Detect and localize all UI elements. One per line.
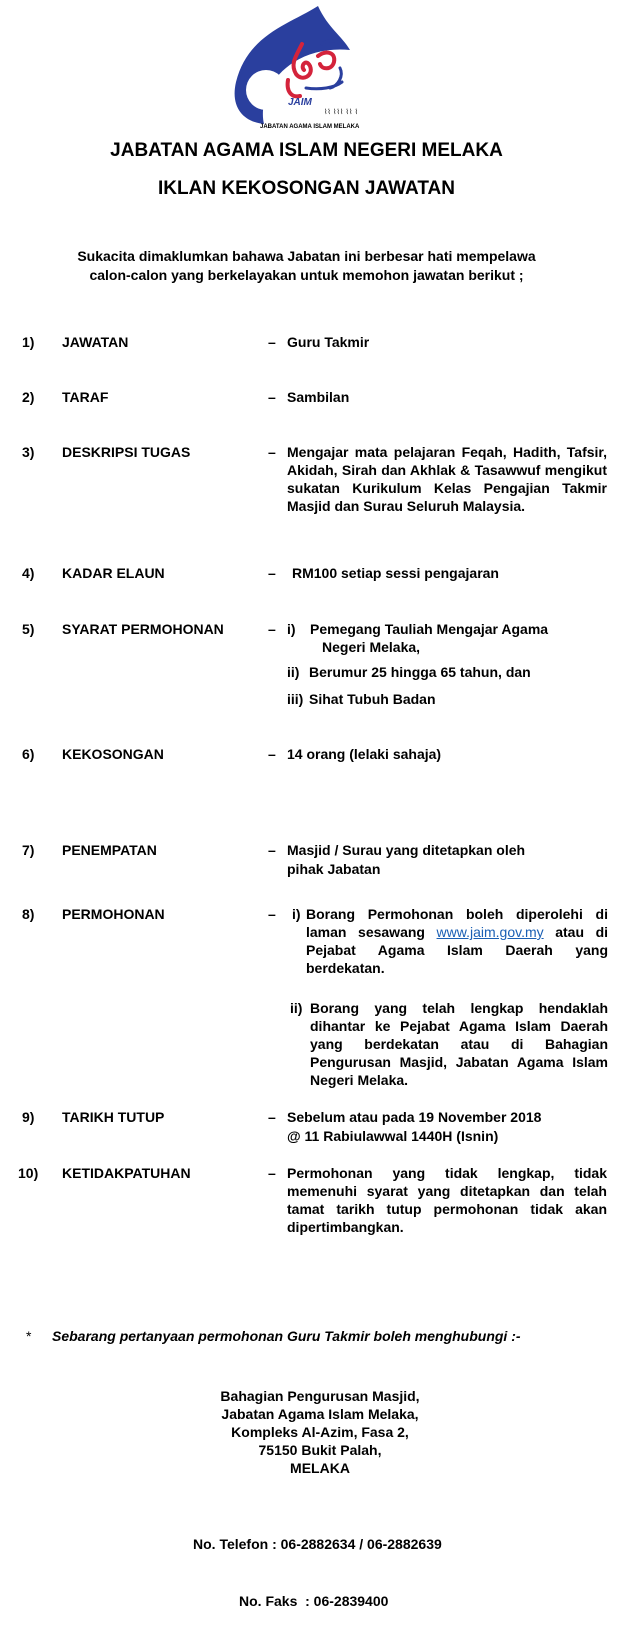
address-line: Kompleks Al-Azim, Fasa 2, (231, 1424, 409, 1440)
item-label: PERMOHONAN (62, 906, 165, 922)
logo-abbr: JAIM (288, 97, 312, 108)
sub-marker: iii) (287, 691, 304, 707)
sub-marker: ii) (287, 664, 300, 680)
sub-text: Sihat Tubuh Badan (309, 691, 436, 707)
item-dash: – (268, 621, 276, 637)
item-value: Guru Takmir (287, 334, 370, 350)
sub-text: Pemegang Tauliah Mengajar Agama (310, 621, 549, 637)
sub-text (306, 905, 608, 977)
item-value: @ 11 Rabiulawwal 1440H (Isnin) (287, 1128, 499, 1144)
item-value: 14 orang (lelaki sahaja) (287, 746, 442, 762)
sub-marker: i) (287, 621, 296, 637)
address-line: Bahagian Pengurusan Masjid, (220, 1388, 420, 1404)
contact-address (0, 1387, 640, 1477)
item-number: 7) (22, 842, 35, 858)
intro-paragraph (0, 247, 613, 285)
item-dash: – (268, 389, 276, 405)
intro-line-2: calon-calon yang berkelayakan untuk memohon jawatan berikut ; (89, 267, 524, 283)
sub-text-before: Borang Permohonan boleh diperolehi di laman sesawang (306, 906, 608, 940)
item-dash: – (268, 746, 276, 762)
item-label: PENEMPATAN (62, 842, 157, 858)
item-dash: – (268, 842, 276, 858)
fax-number: No. Faks : 06-2839400 (239, 1593, 389, 1609)
address-line: Jabatan Agama Islam Melaka, (221, 1406, 419, 1422)
intro-line-1: Sukacita dimaklumkan bahawa Jabatan ini berbesar hati mempelawa (77, 248, 536, 264)
item-number: 1) (22, 334, 35, 350)
website-link[interactable]: www.jaim.gov.my (436, 924, 544, 940)
item-dash: – (268, 1165, 276, 1181)
sub-marker: ii) (290, 1000, 303, 1016)
address-line: MELAKA (290, 1460, 350, 1476)
item-value: Mengajar mata pelajaran Feqah, Hadith, Tafsir, Akidah, Sirah dan Akhlak & Tasawwuf mengikut sukatan Kurikulum Kelas Pengajian Takmir Masjid dan Surau Seluruh Malaysia. (287, 444, 607, 514)
item-label: SYARAT PERMOHONAN (62, 621, 224, 637)
sub-text-after: atau di Pejabat Agama Islam Daerah yang berdekatan. (306, 924, 609, 976)
item-number: 5) (22, 621, 35, 637)
item-label: DESKRIPSI TUGAS (62, 444, 191, 460)
item-value: Permohonan yang tidak lengkap, tidak memenuhi syarat yang ditetapkan dan telah tamat tarikh tutup permohonan tidak akan dipertimbangkan. (287, 1165, 607, 1235)
sub-text: Borang yang telah lengkap hendaklah dihantar ke Pejabat Agama Islam Daerah yang berdekatan atau di Bahagian Pengurusan Masjid, Jabatan Agama Islam Negeri Melaka. (310, 1000, 608, 1088)
item-number: 10) (18, 1165, 39, 1181)
logo-arabic-script: ⌇⌇ ⌇⌇⌇ ⌇⌇ ⌇ (324, 108, 359, 116)
item-label: KEKOSONGAN (62, 746, 164, 762)
item-label: TARIKH TUTUP (62, 1109, 165, 1125)
logo-moon (246, 70, 286, 110)
jaim-logo (230, 4, 380, 132)
item-number: 6) (22, 746, 35, 762)
sub-text: Berumur 25 hingga 65 tahun, dan (309, 664, 531, 680)
item-number: 9) (22, 1109, 35, 1125)
contact-numbers (193, 1497, 442, 1630)
item-number: 4) (22, 565, 35, 581)
item-value: Masjid / Surau yang ditetapkan oleh (287, 842, 526, 858)
item-label: TARAF (62, 389, 109, 405)
item-label: JAWATAN (62, 334, 129, 350)
item-number: 2) (22, 389, 35, 405)
footnote-text: Sebarang pertanyaan permohonan Guru Takmir boleh menghubungi :- (52, 1328, 521, 1344)
item-dash: – (268, 565, 276, 581)
org-title: JABATAN AGAMA ISLAM NEGERI MELAKA (110, 140, 503, 161)
notice-title: IKLAN KEKOSONGAN JAWATAN (158, 178, 455, 199)
item-number: 3) (22, 444, 35, 460)
sub-text: Negeri Melaka, (322, 639, 421, 655)
item-number: 8) (22, 906, 35, 922)
item-value: RM100 setiap sessi pengajaran (292, 565, 499, 581)
sub-marker: i) (292, 906, 301, 922)
item-label: KADAR ELAUN (62, 565, 165, 581)
item-dash: – (268, 444, 276, 460)
footnote-marker: * (26, 1328, 32, 1344)
item-label: KETIDAKPATUHAN (62, 1165, 191, 1181)
item-value: pihak Jabatan (287, 861, 381, 877)
item-dash: – (268, 906, 276, 922)
phone-number: No. Telefon : 06-2882634 / 06-2882639 (193, 1536, 442, 1552)
item-dash: – (268, 1109, 276, 1125)
item-value: Sebelum atau pada 19 November 2018 (287, 1109, 542, 1125)
item-value: Sambilan (287, 389, 350, 405)
logo-name: JABATAN AGAMA ISLAM MELAKA (260, 124, 360, 130)
address-line: 75150 Bukit Palah, (258, 1442, 382, 1458)
item-dash: – (268, 334, 276, 350)
